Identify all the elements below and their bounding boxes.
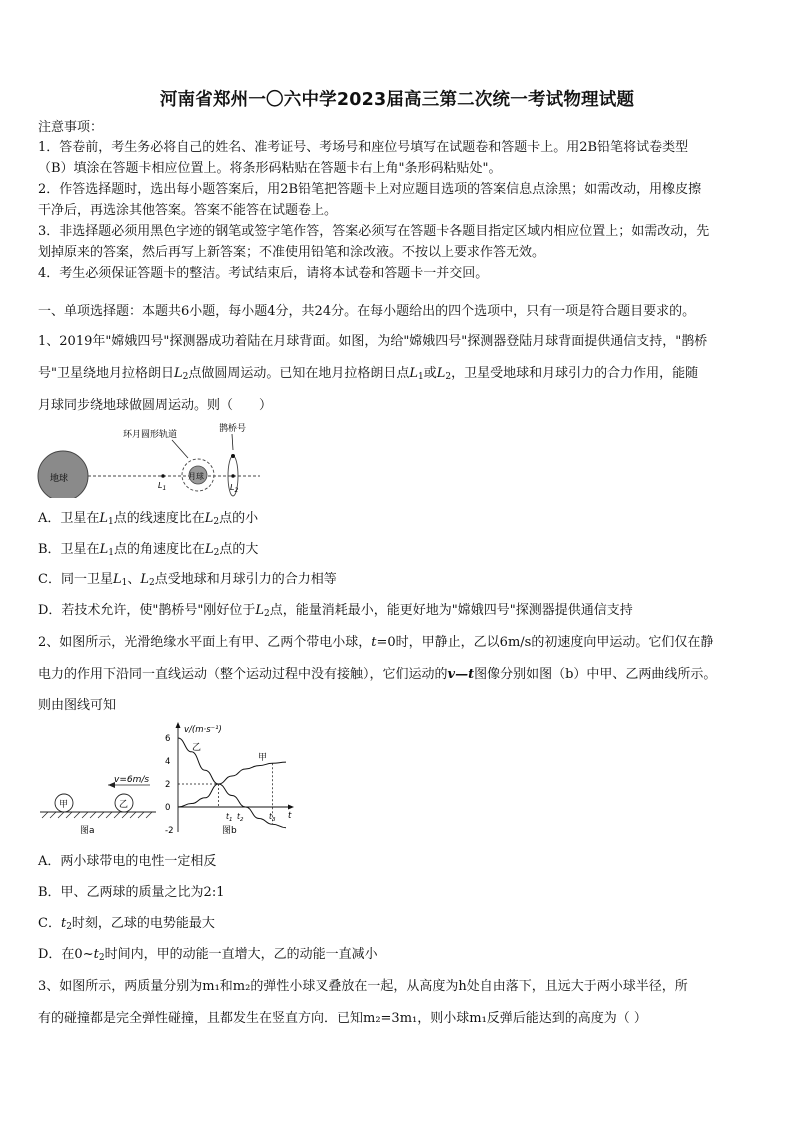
y-tick-label: 6 xyxy=(165,734,171,744)
notice-item-2-cont: 干净后，再选涂其他答案。答案不能答在试题卷上。 xyxy=(38,203,338,218)
y-axis-arrow xyxy=(176,722,181,728)
l2-label: $L_2$ xyxy=(230,483,239,494)
notice-item-3-cont: 划掉原来的答案，然后再写上新答案；不准使用铅笔和涂改液。不按以上要求作答无效。 xyxy=(38,245,546,260)
notice-heading: 注意事项： xyxy=(38,120,104,135)
q1-option-c: C．同一卫星$L_1$、$L_2$点受地球和月球引力的合力相等 xyxy=(38,572,337,588)
q2-option-d: D．在$0\sim t_2$时间内，甲的动能一直增大，乙的动能一直减小 xyxy=(38,947,378,963)
q2-option-b: B．甲、乙两球的质量之比为2:1 xyxy=(38,885,225,900)
x-axis-label: t xyxy=(288,811,292,821)
q2-line-2: 电力的作用下沿同一直线运动（整个运动过程中没有接触），它们运动的v—t图像分别如图（b）中甲、乙两曲线所示。 xyxy=(38,667,717,682)
q1-figure xyxy=(30,418,290,498)
ball-yi-label: 乙 xyxy=(119,800,129,810)
satellite-dot xyxy=(231,454,235,458)
x-axis-arrow xyxy=(288,805,294,810)
curve-jia xyxy=(178,762,286,807)
notice-item-1: 1．答卷前，考生务必将自己的姓名、准考证号、考场号和座位号填写在试题卷和答题卡上。用2B铅笔将试卷类型 xyxy=(38,140,689,155)
t2-label: $t_2$ xyxy=(237,812,244,823)
satellite-pointer xyxy=(232,434,233,450)
y-tick-labels xyxy=(165,734,173,836)
y-tick-label: -2 xyxy=(165,826,174,836)
moon-label: 月球 xyxy=(188,472,204,481)
notice-item-2: 2．作答选择题时，选出每小题答案后，用2B铅笔把答题卡上对应题目选项的答案信息点涂黑；如需改动，用橡皮擦 xyxy=(38,182,702,197)
q1-option-b: B．卫星在$L_1$点的角速度比在$L_2$点的大 xyxy=(38,542,259,558)
t1-label: $t_1$ xyxy=(226,812,233,823)
t3-label: $t_3$ xyxy=(269,812,276,823)
caption-b: 图b xyxy=(222,826,237,836)
l2-point xyxy=(231,474,235,478)
ground-hatch xyxy=(42,812,152,818)
satellite-label: 鹊桥号 xyxy=(219,424,247,434)
curve-label-yi: 乙 xyxy=(192,743,202,753)
velocity-label: v=6m/s xyxy=(114,775,150,785)
notice-item-3: 3．非选择题必须用黑色字迹的钢笔或签字笔作答，答案必须写在答题卡各题目指定区域内相应位置上；如需改动，先 xyxy=(38,224,710,239)
notice-item-4: 4．考生必须保证答题卡的整洁。考试结束后，请将本试卷和答题卡一并交回。 xyxy=(38,266,489,281)
orbit-label: 环月圆形轨道 xyxy=(123,430,178,440)
ball-jia-label: 甲 xyxy=(59,800,69,810)
y-tick-label: 4 xyxy=(165,757,171,767)
q1-option-a: A．卫星在$L_1$点的线速度比在$L_2$点的小 xyxy=(38,511,259,527)
y-tick-label: 2 xyxy=(165,780,171,790)
q2-line-3: 则由图线可知 xyxy=(38,698,117,713)
q1-line-1: 1、2019年"嫦娥四号"探测器成功着陆在月球背面。如图，为给"嫦娥四号"探测器登陆月球背面提供通信支持，"鹊桥 xyxy=(38,334,708,349)
caption-a: 图a xyxy=(80,826,95,836)
q1-option-d: D．若技术允许，使"鹊桥号"刚好位于$L_2$点，能量消耗最小，能更好地为"嫦娥四号"探测器提供通信支持 xyxy=(38,603,633,619)
q1-line-2: 号"卫星绕地月拉格朗日$L_2$点做圆周运动。已知在地月拉格朗日点$L_1$或$L_2$，卫星受地球和月球引力的合力作用，能随 xyxy=(38,366,699,382)
l1-label: $L_1$ xyxy=(158,481,167,492)
l1-point xyxy=(161,474,165,478)
y-axis-label: v/(m·s⁻¹) xyxy=(184,725,222,735)
section-heading: 一、单项选择题：本题共6小题，每小题4分，共24分。在每小题给出的四个选项中，只有一项是符合题目要求的。 xyxy=(38,304,696,319)
earth-label: 地球 xyxy=(50,474,69,484)
q1-line-3: 月球同步绕地球做圆周运动。则（ ） xyxy=(38,398,273,413)
exam-title: 河南省郑州一〇六中学2023届高三第二次统一考试物理试题 xyxy=(159,90,635,110)
q2-vt-chart xyxy=(160,720,300,840)
notice-item-1-cont: （B）填涂在答题卡相应位置上。将条形码粘贴在答题卡右上角"条形码粘贴处"。 xyxy=(38,161,502,176)
orbit-pointer xyxy=(172,440,188,458)
q2-figure-a xyxy=(38,760,158,840)
q3-line-2: 有的碰撞都是完全弹性碰撞，且都发生在竖直方向．已知m₂=3m₁，则小球m₁反弹后能达到的高度为（ ） xyxy=(38,1011,647,1026)
q2-line-1: 2、如图所示，光滑绝缘水平面上有甲、乙两个带电小球，t=0时，甲静止，乙以6m/s的初速度向甲运动。它们仅在静 xyxy=(38,635,714,650)
q2-option-c: C．$t_2$时刻，乙球的电势能最大 xyxy=(38,916,215,932)
q2-option-a: A．两小球带电的电性一定相反 xyxy=(38,854,217,869)
curve-label-jia: 甲 xyxy=(258,753,268,763)
q3-line-1: 3、如图所示，两质量分别为m₁和m₂的弹性小球叉叠放在一起，从高度为h处自由落下，且远大于两小球半径，所 xyxy=(38,979,688,994)
y-tick-label: 0 xyxy=(165,803,171,813)
